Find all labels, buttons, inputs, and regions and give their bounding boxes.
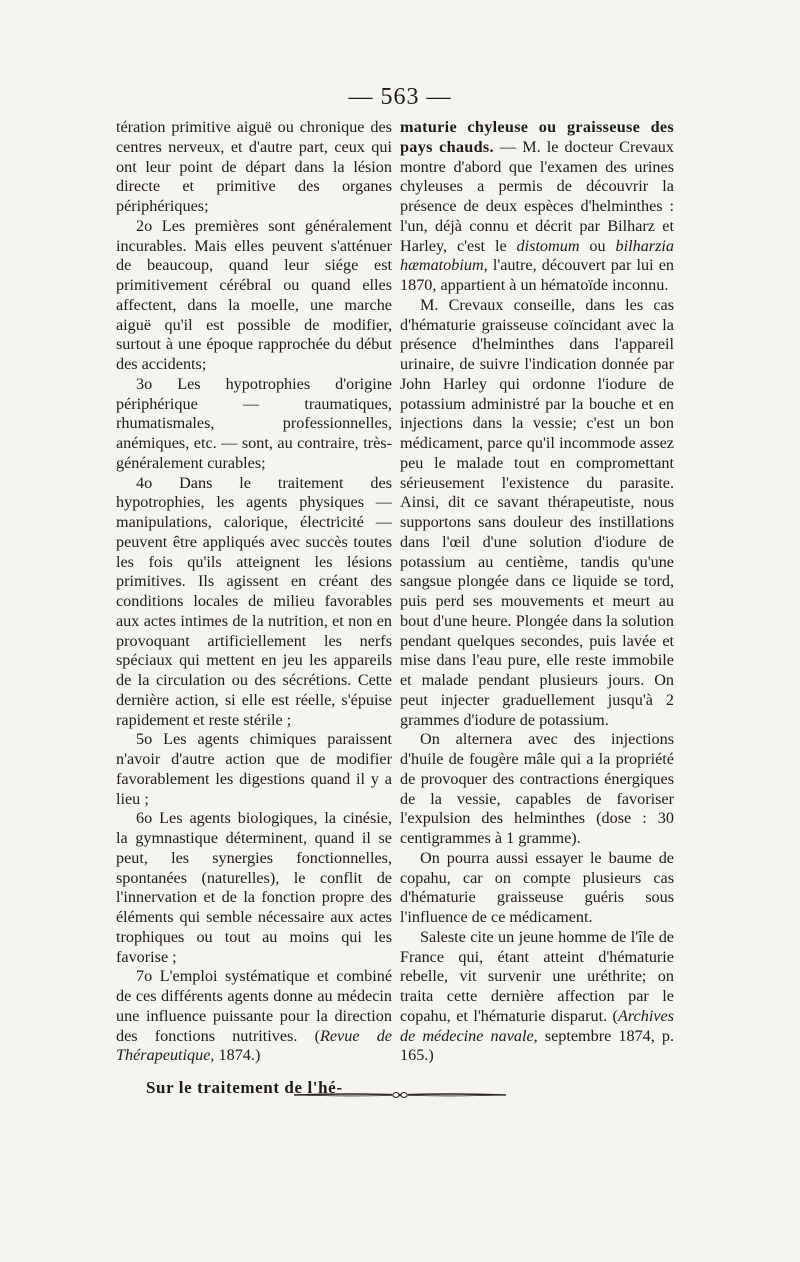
saleste-end: , septembre 1874, p. 165.) [400, 1026, 674, 1065]
paragraph-point-4: 4o Dans le traitement des hypotrophies, les agents physiques — manipulations, calorique, électricité — peuvent être appliqués avec succès toutes les fois qu'ils atteignent les lésions primitives. Ils agissent en créant des conditions locales de milieu favorables aux actes intimes de la nutrition, et non en provoquant artificiellement les nerfs spéciaux qui mettent en jeu les appareils de la circulation ou des sécrétions. Cette dernière action, si elle est réelle, s'épuise rapidement et reste stérile ; [116, 473, 392, 729]
right-column [400, 118, 674, 1066]
paragraph-point-3: 3o Les hypotrophies d'origine périphérique — traumatiques, rhumatismales, professionnelles, anémiques, etc. — sont, au contraire, très-généralement curables; [116, 374, 392, 472]
page-number: — 563 — [348, 84, 452, 110]
point-7-end: , 1874.) [210, 1046, 261, 1065]
paragraph-point-7 [116, 967, 392, 1066]
saleste-text: Saleste cite un jeune homme de l'île de France qui, étant atteint d'hématurie rebelle, vit survenir une uréthrite; on traita cette dernière affection par le copahu, et l'hématurie disparut. ( [400, 927, 674, 1025]
left-column [116, 118, 392, 1098]
paragraph-point-6: 6o Les agents biologiques, la cinésie, la gymnastique déterminent, quand il se peut, les synergies fonctionnelles, spontanées (naturelles), le conflit de l'innervation et de la fonction propre des éléments qui semble nécessaire aux actes trophiques ou tout au moins qui les favorise ; [116, 809, 392, 966]
intro-or: ou [579, 236, 616, 255]
paragraph-saleste [400, 928, 674, 1066]
paragraph-treatment: M. Crevaux conseille, dans les cas d'hématurie graisseuse coïncidant avec la présence d'helminthes dans l'appareil urinaire, de suivre l'indication donnée par John Harley qui ordonne l'iodure de potassium administré par la bouche et en injections dans la vessie; c'est un bon médicament, parce qu'il incommode assez peu le malade tout en compromettant sérieusement l'existence du parasite. Ainsi, dit ce savant thérapeutiste, nous supportons sans douleur des instillations dans l'œil d'une solution d'iodure de potassium au centième, tandis qu'une sangsue plongée dans ce liquide se tord, puis perd ses mouvements et meurt au bout d'une heure. Plongée dans la solution pendant quelques secondes, puis lavée et mise dans l'eau pure, elle reste immobile et malade pendant plusieurs jours. On peut injecter graduellement jusqu'à 2 grammes d'iodure de potassium. [400, 295, 674, 729]
term-bilharzia: bilharzia hæmatobium [400, 236, 674, 275]
paragraph-point-2: 2o Les premières sont généralement incurables. Mais elles peuvent s'atténuer de beaucoup, quand leur siége est primitivement cérébral ou quand elles affectent, dans la moelle, une marche aiguë qu'il est possible de modifier, surtout à une époque rapprochée du début des accidents; [116, 216, 392, 373]
article-heading-continued: maturie chyleuse ou graisseuse des pays chauds. [400, 118, 674, 156]
paragraph-copahu: On pourra aussi essayer le baume de copahu, car on compte plusieurs cas d'hématurie graisseuse guéris sous l'influence de ce médicament. [400, 848, 674, 926]
point-7-text: 7o L'emploi systématique et combiné de ces différents agents donne au médecin une influence puissante pour la direction des fonctions nutritives. ( [116, 967, 392, 1045]
paragraph-crevaux-intro [400, 118, 674, 296]
article-heading: Sur le traitement de l'hé- [146, 1078, 343, 1097]
ornamental-rule [292, 1090, 508, 1100]
source-citation: Revue de Thérapeutique [116, 1026, 392, 1065]
source-citation-archives: Archives de médecine navale [400, 1006, 674, 1045]
paragraph-continuation: tération primitive aiguë ou chronique des centres nerveux, et d'autre part, ceux qui ont leur point de départ dans la lésion directe et primitive des organes périphériques; [116, 118, 392, 215]
term-distomum: distomum [516, 236, 580, 255]
paragraph-point-5: 5o Les agents chimiques paraissent n'avoir d'autre action que de modifier favorablement les digestions quand il y a lieu ; [116, 730, 392, 808]
intro-text: — M. le docteur Crevaux montre d'abord que l'examen des urines chyleuses a permis de découvrir la présence de deux espèces d'helminthes : l'un, déjà connu et décrit par Bilharz et Harley, c'est le [400, 137, 674, 255]
intro-end: , l'autre, découvert par lui en 1870, appartient à un hématoïde inconnu. [400, 256, 674, 294]
paragraph-fougere: On alternera avec des injections d'huile de fougère mâle qui a la propriété de provoquer des contractions énergiques de la vessie, capables de favoriser l'expulsion des helminthes (dose : 30 centigrammes à 1 gramme). [400, 730, 674, 847]
